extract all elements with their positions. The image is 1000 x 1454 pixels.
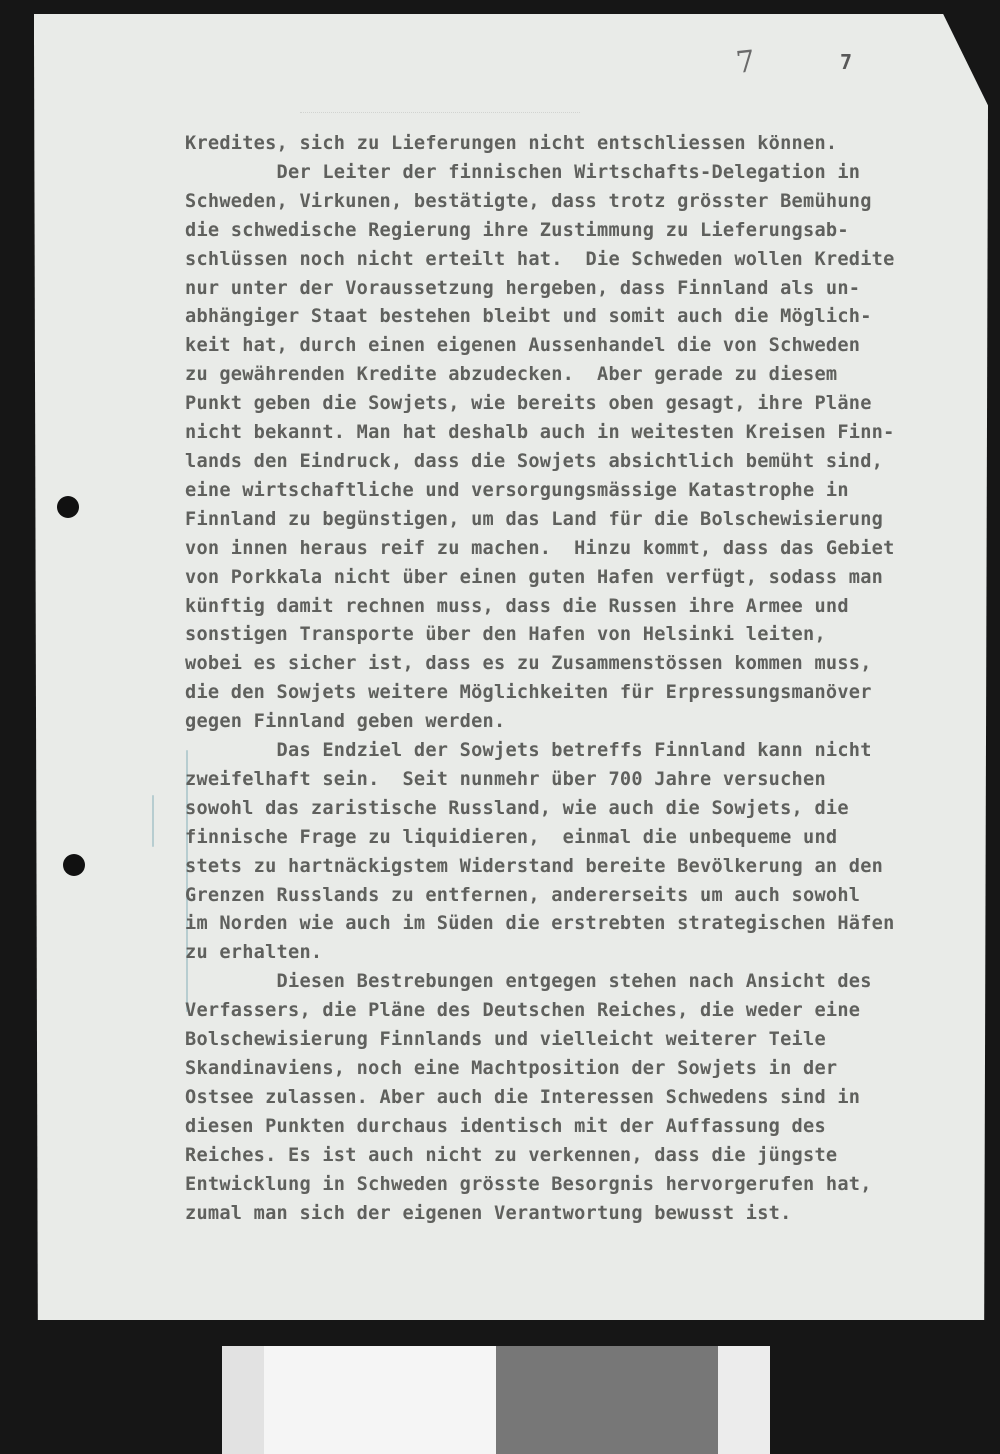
text-line: gegen Finnland geben werden. bbox=[185, 711, 506, 733]
text-line: schlüssen noch nicht erteilt hat. Die Schweden wollen Kredite bbox=[185, 248, 895, 270]
faint-stamp-mark bbox=[300, 112, 580, 121]
text-line: die den Sowjets weitere Möglichkeiten für Erpressungsmanöver bbox=[185, 682, 872, 704]
text-line: künftig damit rechnen muss, dass die Russen ihre Armee und bbox=[185, 595, 849, 617]
text-line: abhängiger Staat bestehen bleibt und somit auch die Möglich- bbox=[185, 306, 872, 328]
text-line: Punkt geben die Sowjets, wie bereits oben gesagt, ihre Pläne bbox=[185, 393, 872, 415]
text-line: diesen Punkten durchaus identisch mit der Auffassung des bbox=[185, 1115, 826, 1137]
text-line: Finnland zu begünstigen, um das Land für die Bolschewisierung bbox=[185, 508, 884, 530]
text-line: lands den Eindruck, dass die Sowjets absichtlich bemüht sind, bbox=[185, 450, 884, 472]
text-line: zu erhalten. bbox=[185, 942, 323, 964]
text-line: Der Leiter der finnischen Wirtschafts-Delegation in bbox=[185, 161, 861, 183]
text-line: wobei es sicher ist, dass es zu Zusammenstössen kommen muss, bbox=[185, 653, 872, 675]
text-line: zweifelhaft sein. Seit nunmehr über 700 Jahre versuchen bbox=[185, 768, 826, 790]
gray-reference-card bbox=[496, 1346, 718, 1454]
text-line: Reiches. Es ist auch nicht zu verkennen, dass die jüngste bbox=[185, 1144, 838, 1166]
text-line: stets zu hartnäckigstem Widerstand bereite Bevölkerung an den bbox=[185, 855, 884, 877]
text-line: im Norden wie auch im Süden die erstrebten strategischen Häfen bbox=[185, 913, 895, 935]
text-line: die schwedische Regierung ihre Zustimmung zu Lieferungsab- bbox=[185, 219, 849, 241]
text-line: Diesen Bestrebungen entgegen stehen nach Ansicht des bbox=[185, 971, 872, 993]
background-strip-white bbox=[222, 1346, 264, 1454]
text-line: eine wirtschaftliche und versorgungsmässige Katastrophe in bbox=[185, 479, 849, 501]
background-strip-pale bbox=[718, 1346, 770, 1454]
text-line: zu gewährenden Kredite abzudecken. Aber gerade zu diesem bbox=[185, 364, 838, 386]
text-line: keit hat, durch einen eigenen Aussenhandel die von Schweden bbox=[185, 335, 861, 357]
text-line: Kredites, sich zu Lieferungen nicht entschliessen können. bbox=[185, 133, 838, 154]
typed-body-text bbox=[185, 130, 925, 1228]
text-line: Grenzen Russlands zu entfernen, andererseits um auch sowohl bbox=[185, 884, 861, 906]
text-line: sowohl das zaristische Russland, wie auch die Sowjets, die bbox=[185, 797, 849, 819]
text-line: sonstigen Transporte über den Hafen von Helsinki leiten, bbox=[185, 624, 826, 646]
text-line: Schweden, Virkunen, bestätigte, dass trotz grösster Bemühung bbox=[185, 190, 872, 212]
text-line: von innen heraus reif zu machen. Hinzu kommt, dass das Gebiet bbox=[185, 537, 895, 559]
handwritten-page-number: 7 bbox=[734, 44, 757, 81]
text-line: Skandinaviens, noch eine Machtposition der Sowjets in der bbox=[185, 1058, 838, 1079]
typed-page-number: 7 bbox=[840, 50, 853, 74]
text-line: von Porkkala nicht über einen guten Hafen verfügt, sodass man bbox=[185, 566, 884, 588]
text-line: zumal man sich der eigenen Verantwortung bewusst ist. bbox=[185, 1202, 792, 1224]
text-line: Bolschewisierung Finnlands und vielleicht weiterer Teile bbox=[185, 1029, 826, 1051]
text-line: Verfassers, die Pläne des Deutschen Reiches, die weder eine bbox=[185, 1000, 861, 1022]
background-strip-light bbox=[264, 1346, 496, 1454]
text-line: Ostsee zulassen. Aber auch die Interessen Schwedens sind in bbox=[185, 1086, 861, 1108]
punch-hole-bottom bbox=[63, 854, 85, 876]
text-line: Das Endziel der Sowjets betreffs Finnland kann nicht bbox=[185, 740, 872, 762]
text-line: nicht bekannt. Man hat deshalb auch in weitesten Kreisen Finn- bbox=[185, 422, 895, 444]
punch-hole-top bbox=[57, 496, 79, 518]
pencil-mark-left bbox=[152, 795, 154, 847]
text-line: finnische Frage zu liquidieren, einmal die unbequeme und bbox=[185, 826, 838, 848]
text-line: Entwicklung in Schweden grösste Besorgnis hervorgerufen hat, bbox=[185, 1173, 872, 1195]
text-line: nur unter der Voraussetzung hergeben, dass Finnland als un- bbox=[185, 277, 861, 299]
